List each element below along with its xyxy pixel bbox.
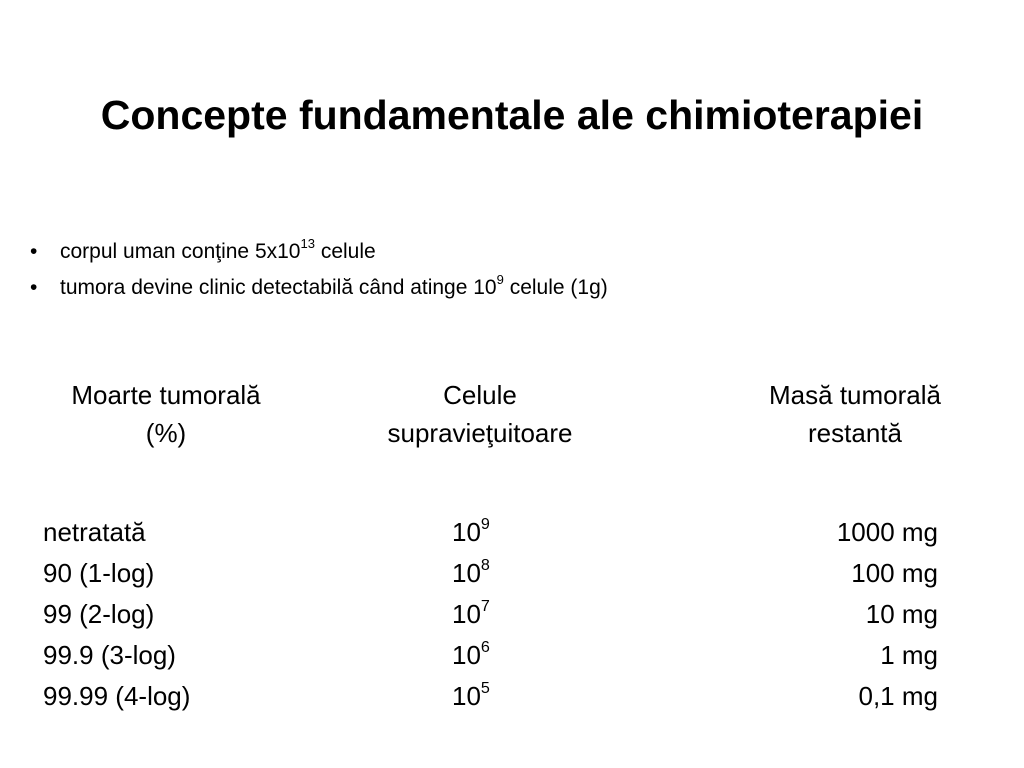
bullet-dot: • xyxy=(30,240,38,263)
header-line: supravieţuitoare xyxy=(387,418,573,448)
cell-base: 10 xyxy=(452,558,481,588)
bullet-dot: • xyxy=(30,276,38,299)
bullet-superscript: 13 xyxy=(300,236,315,252)
cell-tumor-kill: 99.9 (3-log) xyxy=(43,640,176,670)
table-row xyxy=(0,635,1024,676)
cell-exponent: 8 xyxy=(480,555,490,574)
bullet-text-end: celule (1g) xyxy=(503,276,608,299)
bullet-text: tumora devine clinic detectabilă când atinge 10 xyxy=(60,276,497,299)
slide-title: Concepte fundamentale ale chimioterapiei xyxy=(100,92,924,138)
cell-residual-mass: 100 mg xyxy=(851,558,938,588)
column-header-tumor-kill xyxy=(30,376,302,452)
header-line: restantă xyxy=(808,418,902,448)
cell-residual-mass: 0,1 mg xyxy=(858,681,938,711)
cell-surviving-cells xyxy=(452,676,490,717)
header-line: (%) xyxy=(145,418,187,448)
cell-base: 10 xyxy=(452,599,481,629)
header-line: Celule xyxy=(443,380,517,410)
cell-residual-mass: 10 mg xyxy=(865,599,938,629)
cell-exponent: 9 xyxy=(480,514,490,533)
cell-residual-mass: 1 mg xyxy=(880,640,938,670)
cell-exponent: 7 xyxy=(480,596,490,615)
table-row xyxy=(0,676,1024,717)
table-row xyxy=(0,594,1024,635)
bullet-superscript: 9 xyxy=(496,272,504,288)
cell-base: 10 xyxy=(452,517,481,547)
column-header-surviving-cells xyxy=(340,376,620,452)
bullet-text-end: celule xyxy=(314,240,376,263)
table-body xyxy=(0,512,1024,717)
bullet-text: corpul uman conţine 5x10 xyxy=(60,240,301,263)
table-row xyxy=(0,512,1024,553)
cell-base: 10 xyxy=(452,640,481,670)
cell-residual-mass: 1000 mg xyxy=(836,517,938,547)
header-line: Masă tumorală xyxy=(769,380,941,410)
cell-surviving-cells xyxy=(452,553,490,594)
cell-surviving-cells xyxy=(452,594,490,635)
cell-surviving-cells xyxy=(452,512,490,553)
bullet-list xyxy=(30,234,608,306)
cell-exponent: 6 xyxy=(480,637,490,656)
cell-tumor-kill: 90 (1-log) xyxy=(43,558,155,588)
cell-tumor-kill: 99 (2-log) xyxy=(43,599,155,629)
column-header-residual-mass xyxy=(724,376,986,452)
header-line: Moarte tumorală xyxy=(71,380,261,410)
table-row xyxy=(0,553,1024,594)
bullet-item xyxy=(30,234,608,270)
bullet-item xyxy=(30,270,608,306)
cell-base: 10 xyxy=(452,681,481,711)
cell-surviving-cells xyxy=(452,635,490,676)
cell-tumor-kill: 99.99 (4-log) xyxy=(43,681,191,711)
cell-exponent: 5 xyxy=(480,678,490,697)
cell-tumor-kill: netratată xyxy=(43,517,146,547)
